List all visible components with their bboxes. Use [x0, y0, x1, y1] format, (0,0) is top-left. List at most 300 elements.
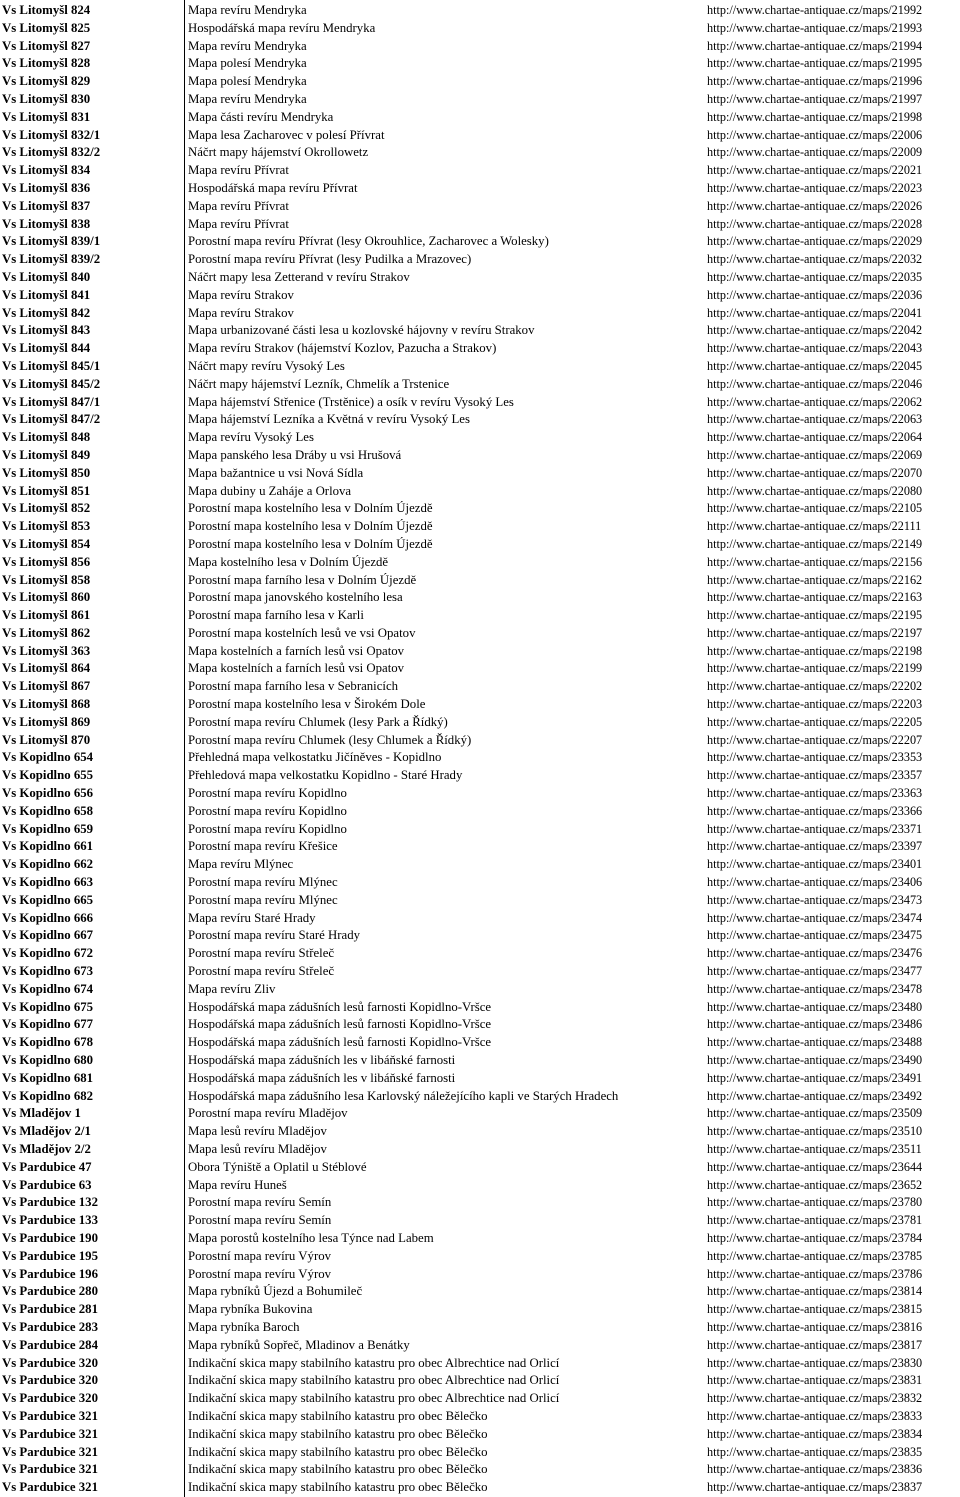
title-cell: Mapa revíru Vysoký Les — [188, 430, 314, 445]
table-row — [0, 465, 960, 483]
title-cell: Přehledová mapa velkostatku Kopidlno - Staré Hrady — [188, 768, 463, 783]
table-row — [0, 838, 960, 856]
table-row — [0, 109, 960, 127]
signature-cell: Vs Pardubice 321 — [2, 1408, 98, 1423]
table-row — [0, 767, 960, 785]
url-link[interactable]: http://www.chartae-antiquae.cz/maps/23815 — [707, 1302, 923, 1317]
signature-cell: Vs Mladějov 2/2 — [2, 1142, 91, 1156]
table-row — [0, 856, 960, 874]
title-cell: Mapa kostelních a farních lesů vsi Opatov — [188, 661, 405, 676]
signature-cell: Vs Pardubice 47 — [2, 1159, 92, 1174]
url-link[interactable]: http://www.chartae-antiquae.cz/maps/23371 — [707, 821, 923, 836]
title-cell: Mapa části revíru Mendryka — [188, 109, 334, 124]
signature-cell: Vs Litomyšl 844 — [2, 341, 91, 356]
signature-cell: Vs Kopidlno 661 — [2, 839, 94, 854]
url-link[interactable]: http://www.chartae-antiquae.cz/maps/23397 — [707, 839, 923, 854]
table-row — [0, 251, 960, 269]
url-link[interactable]: http://www.chartae-antiquae.cz/maps/23475 — [707, 928, 923, 943]
title-cell: Porostní mapa revíru Výrov — [188, 1248, 331, 1263]
table-row — [0, 536, 960, 554]
title-cell: Mapa dubiny u Zaháje a Orlova — [188, 483, 352, 498]
table-row — [0, 287, 960, 305]
table-row — [0, 518, 960, 536]
url-link[interactable]: http://www.chartae-antiquae.cz/maps/22006 — [707, 127, 923, 142]
signature-cell: Vs Pardubice 280 — [2, 1284, 98, 1299]
url-link[interactable]: http://www.chartae-antiquae.cz/maps/22205 — [707, 714, 923, 729]
table-row — [0, 1141, 960, 1159]
signature-cell: Vs Kopidlno 654 — [2, 750, 94, 765]
url-link[interactable]: http://www.chartae-antiquae.cz/maps/21996 — [707, 74, 923, 89]
table-row — [0, 394, 960, 412]
url-link[interactable]: http://www.chartae-antiquae.cz/maps/22069 — [707, 447, 923, 462]
table-row — [0, 20, 960, 38]
title-cell: Mapa lesů revíru Mladějov — [188, 1142, 327, 1156]
url-link[interactable]: http://www.chartae-antiquae.cz/maps/23644 — [707, 1159, 923, 1174]
signature-cell: Vs Pardubice 132 — [2, 1195, 98, 1210]
signature-cell: Vs Litomyšl 831 — [2, 109, 91, 124]
url-link[interactable]: http://www.chartae-antiquae.cz/maps/23401 — [707, 857, 923, 872]
url-link[interactable]: http://www.chartae-antiquae.cz/maps/22163 — [707, 590, 923, 605]
table-row — [0, 1248, 960, 1266]
url-link[interactable]: http://www.chartae-antiquae.cz/maps/23833 — [707, 1408, 923, 1423]
url-link[interactable]: http://www.chartae-antiquae.cz/maps/22199 — [707, 661, 923, 676]
title-cell: Mapa rybníků Újezd a Bohumileč — [188, 1284, 363, 1299]
table-row — [0, 358, 960, 376]
signature-cell: Vs Pardubice 195 — [2, 1248, 98, 1263]
title-cell: Indikační skica mapy stabilního katastru pro obec Albrechtice nad Orlicí — [188, 1355, 560, 1370]
signature-cell: Vs Pardubice 321 — [2, 1462, 98, 1477]
signature-cell: Vs Kopidlno 659 — [2, 821, 94, 836]
title-cell: Obora Týniště a Oplatil u Stéblové — [188, 1159, 367, 1174]
title-cell: Porostní mapa revíru Semín — [188, 1213, 332, 1228]
table-row — [0, 55, 960, 73]
table-row — [0, 144, 960, 162]
table-row — [0, 910, 960, 928]
table-row — [0, 322, 960, 340]
title-cell: Porostní mapa kostelního lesa v Dolním Újezdě — [188, 501, 433, 516]
title-cell: Hospodářská mapa zádušních lesů farnosti Kopidlno-Vršce — [188, 1035, 492, 1050]
title-cell: Náčrt mapy revíru Vysoký Les — [188, 358, 345, 373]
title-cell: Mapa rybníků Sopřeč, Mladinov a Benátky — [188, 1337, 410, 1352]
signature-cell: Vs Litomyšl 869 — [2, 714, 91, 729]
title-cell: Porostní mapa revíru Kopidlno — [188, 803, 347, 818]
title-cell: Mapa revíru Mendryka — [188, 91, 307, 106]
signature-cell: Vs Litomyšl 834 — [2, 163, 91, 178]
url-link[interactable]: http://www.chartae-antiquae.cz/maps/23474 — [707, 910, 923, 925]
title-cell: Porostní mapa revíru Přívrat (lesy Pudilka a Mrazovec) — [188, 252, 472, 267]
url-link[interactable]: http://www.chartae-antiquae.cz/maps/22162 — [707, 572, 923, 587]
signature-cell: Vs Kopidlno 656 — [2, 786, 94, 801]
title-cell: Mapa bažantnice u vsi Nová Sídla — [188, 465, 364, 480]
signature-cell: Vs Litomyšl 854 — [2, 536, 91, 551]
signature-cell: Vs Litomyšl 839/1 — [2, 234, 101, 249]
title-cell: Mapa hájemství Střenice (Trstěnice) a osík v revíru Vysoký Les — [188, 394, 514, 409]
title-cell: Náčrt mapy hájemství Okrollowetz — [188, 145, 369, 160]
url-link[interactable]: http://www.chartae-antiquae.cz/maps/23357 — [707, 768, 923, 783]
title-cell: Porostní mapa kostelního lesa v Širokém Dole — [188, 697, 426, 712]
signature-cell: Vs Litomyšl 861 — [2, 608, 91, 623]
table-row — [0, 2, 960, 20]
title-cell: Mapa revíru Strakov — [188, 305, 294, 320]
signature-cell: Vs Kopidlno 675 — [2, 999, 94, 1014]
url-link[interactable]: http://www.chartae-antiquae.cz/maps/21998 — [707, 109, 923, 124]
title-cell: Mapa polesí Mendryka — [188, 56, 307, 71]
url-link[interactable]: http://www.chartae-antiquae.cz/maps/23830 — [707, 1355, 923, 1370]
signature-cell: Vs Kopidlno 655 — [2, 768, 94, 783]
title-cell: Mapa revíru Huneš — [188, 1177, 287, 1192]
table-row — [0, 216, 960, 234]
title-cell: Hospodářská mapa revíru Mendryka — [188, 20, 376, 35]
url-link[interactable]: http://www.chartae-antiquae.cz/maps/22032 — [707, 252, 923, 267]
url-link[interactable]: http://www.chartae-antiquae.cz/maps/22080 — [707, 483, 923, 498]
title-cell: Porostní mapa revíru Střeleč — [188, 964, 335, 979]
url-link[interactable]: http://www.chartae-antiquae.cz/maps/23478 — [707, 981, 923, 996]
title-cell: Mapa kostelních a farních lesů vsi Opatov — [188, 643, 405, 658]
table-row — [0, 1372, 960, 1390]
url-link[interactable]: http://www.chartae-antiquae.cz/maps/23477 — [707, 964, 923, 979]
url-link[interactable]: http://www.chartae-antiquae.cz/maps/22046 — [707, 376, 923, 391]
url-link[interactable]: http://www.chartae-antiquae.cz/maps/22198 — [707, 643, 923, 658]
url-link[interactable]: http://www.chartae-antiquae.cz/maps/23490 — [707, 1053, 923, 1068]
url-link[interactable]: http://www.chartae-antiquae.cz/maps/23473 — [707, 892, 923, 907]
url-link[interactable]: http://www.chartae-antiquae.cz/maps/22195 — [707, 608, 923, 623]
table-row — [0, 340, 960, 358]
title-cell: Mapa kostelního lesa v Dolním Újezdě — [188, 554, 389, 569]
url-link[interactable]: http://www.chartae-antiquae.cz/maps/23785 — [707, 1248, 923, 1263]
title-cell: Indikační skica mapy stabilního katastru pro obec Albrechtice nad Orlicí — [188, 1391, 560, 1406]
signature-cell: Vs Kopidlno 658 — [2, 803, 94, 818]
title-cell: Mapa revíru Mendryka — [188, 38, 307, 53]
title-cell: Mapa porostů kostelního lesa Týnce nad Labem — [188, 1230, 434, 1245]
signature-cell: Vs Mladějov 2/1 — [2, 1124, 91, 1139]
signature-cell: Vs Kopidlno 663 — [2, 875, 94, 890]
table-row — [0, 927, 960, 945]
table-row — [0, 1479, 960, 1497]
table-row — [0, 607, 960, 625]
title-cell: Mapa revíru Staré Hrady — [188, 910, 316, 925]
url-link[interactable]: http://www.chartae-antiquae.cz/maps/22149 — [707, 536, 923, 551]
title-cell: Hospodářská mapa zádušních lesů farnosti Kopidlno-Vršce — [188, 999, 492, 1014]
signature-cell: Vs Litomyšl 843 — [2, 323, 91, 338]
signature-cell: Vs Pardubice 284 — [2, 1337, 98, 1352]
url-link[interactable]: http://www.chartae-antiquae.cz/maps/21994 — [707, 38, 923, 53]
signature-cell: Vs Kopidlno 667 — [2, 928, 94, 943]
title-cell: Porostní mapa revíru Semín — [188, 1195, 332, 1210]
signature-cell: Vs Pardubice 196 — [2, 1266, 98, 1281]
signature-cell: Vs Kopidlno 673 — [2, 964, 94, 979]
signature-cell: Vs Litomyšl 850 — [2, 465, 91, 480]
title-cell: Porostní mapa kostelního lesa v Dolním Újezdě — [188, 536, 433, 551]
title-cell: Porostní mapa revíru Kopidlno — [188, 786, 347, 801]
table-row — [0, 981, 960, 999]
table-row — [0, 1266, 960, 1284]
table-row — [0, 1283, 960, 1301]
table-row — [0, 589, 960, 607]
title-cell: Porostní mapa farního lesa v Dolním Újezdě — [188, 572, 417, 587]
table-row — [0, 411, 960, 429]
signature-cell: Vs Litomyšl 842 — [2, 305, 91, 320]
signature-cell: Vs Litomyšl 830 — [2, 91, 91, 106]
url-link[interactable]: http://www.chartae-antiquae.cz/maps/23363 — [707, 786, 923, 801]
url-link[interactable]: http://www.chartae-antiquae.cz/maps/22045 — [707, 358, 923, 373]
table-row — [0, 1016, 960, 1034]
url-link[interactable]: http://www.chartae-antiquae.cz/maps/23480 — [707, 999, 923, 1014]
url-link[interactable]: http://www.chartae-antiquae.cz/maps/23510 — [707, 1124, 923, 1139]
signature-cell: Vs Kopidlno 674 — [2, 981, 94, 996]
table-row — [0, 1230, 960, 1248]
signature-cell: Vs Litomyšl 832/2 — [2, 145, 101, 160]
url-link[interactable]: http://www.chartae-antiquae.cz/maps/22043 — [707, 341, 923, 356]
url-link[interactable]: http://www.chartae-antiquae.cz/maps/23816 — [707, 1319, 923, 1334]
signature-cell: Vs Mladějov 1 — [2, 1106, 81, 1121]
title-cell: Indikační skica mapy stabilního katastru pro obec Bělečko — [188, 1480, 488, 1495]
title-cell: Mapa revíru Přívrat — [188, 216, 289, 231]
table-row — [0, 892, 960, 910]
table-row — [0, 73, 960, 91]
table-row — [0, 678, 960, 696]
table-row — [0, 963, 960, 981]
url-link[interactable]: http://www.chartae-antiquae.cz/maps/22042 — [707, 323, 923, 338]
url-link[interactable]: http://www.chartae-antiquae.cz/maps/23511 — [707, 1142, 922, 1156]
table-row — [0, 714, 960, 732]
title-cell: Porostní mapa revíru Mlýnec — [188, 875, 338, 890]
title-cell: Porostní mapa revíru Mladějov — [188, 1106, 348, 1121]
url-link[interactable]: http://www.chartae-antiquae.cz/maps/22070 — [707, 465, 923, 480]
url-link[interactable]: http://www.chartae-antiquae.cz/maps/22202 — [707, 679, 923, 694]
url-link[interactable]: http://www.chartae-antiquae.cz/maps/22111 — [707, 519, 922, 534]
table-row — [0, 1052, 960, 1070]
signature-cell: Vs Litomyšl 832/1 — [2, 127, 101, 142]
signature-cell: Vs Kopidlno 678 — [2, 1035, 94, 1050]
table-row — [0, 572, 960, 590]
table-row — [0, 38, 960, 56]
table-row — [0, 198, 960, 216]
url-link[interactable]: http://www.chartae-antiquae.cz/maps/22064 — [707, 430, 923, 445]
title-cell: Hospodářská mapa zádušního lesa Karlovský náležejícího kapli ve Starých Hradech — [188, 1088, 619, 1103]
url-link[interactable]: http://www.chartae-antiquae.cz/maps/22023 — [707, 180, 923, 195]
title-cell: Mapa revíru Mlýnec — [188, 857, 294, 872]
signature-cell: Vs Litomyšl 870 — [2, 732, 91, 747]
url-link[interactable]: http://www.chartae-antiquae.cz/maps/23836 — [707, 1462, 923, 1477]
signature-cell: Vs Kopidlno 672 — [2, 946, 94, 961]
signature-cell: Vs Litomyšl 847/1 — [2, 394, 101, 409]
title-cell: Porostní mapa revíru Výrov — [188, 1266, 331, 1281]
url-link[interactable]: http://www.chartae-antiquae.cz/maps/23476 — [707, 946, 923, 961]
title-cell: Porostní mapa kostelního lesa v Dolním Újezdě — [188, 519, 433, 534]
signature-cell: Vs Litomyšl 858 — [2, 572, 91, 587]
url-link[interactable]: http://www.chartae-antiquae.cz/maps/22026 — [707, 198, 923, 213]
table-row — [0, 1408, 960, 1426]
signature-cell: Vs Litomyšl 856 — [2, 554, 91, 569]
url-link[interactable]: http://www.chartae-antiquae.cz/maps/22197 — [707, 625, 923, 640]
table-row — [0, 1034, 960, 1052]
table-row — [0, 233, 960, 251]
url-link[interactable]: http://www.chartae-antiquae.cz/maps/21995 — [707, 56, 923, 71]
title-cell: Mapa revíru Strakov — [188, 287, 294, 302]
signature-cell: Vs Litomyšl 840 — [2, 269, 91, 284]
title-cell: Mapa rybníka Baroch — [188, 1319, 300, 1334]
signature-cell: Vs Litomyšl 852 — [2, 501, 91, 516]
table-row — [0, 1319, 960, 1337]
table-row — [0, 660, 960, 678]
url-link[interactable]: http://www.chartae-antiquae.cz/maps/23781 — [707, 1213, 923, 1228]
signature-cell: Vs Litomyšl 851 — [2, 483, 91, 498]
table-row — [0, 625, 960, 643]
url-link[interactable]: http://www.chartae-antiquae.cz/maps/23366 — [707, 803, 923, 818]
title-cell: Mapa panského lesa Dráby u vsi Hrušová — [188, 447, 402, 462]
url-link[interactable]: http://www.chartae-antiquae.cz/maps/23817 — [707, 1337, 923, 1352]
title-cell: Indikační skica mapy stabilního katastru pro obec Bělečko — [188, 1444, 488, 1459]
signature-cell: Vs Litomyšl 825 — [2, 20, 91, 35]
url-link[interactable]: http://www.chartae-antiquae.cz/maps/23835 — [707, 1444, 923, 1459]
table-row — [0, 305, 960, 323]
url-link[interactable]: http://www.chartae-antiquae.cz/maps/22063 — [707, 412, 923, 427]
title-cell: Náčrt mapy lesa Zetterand v revíru Strakov — [188, 269, 410, 284]
signature-cell: Vs Pardubice 63 — [2, 1177, 92, 1192]
table-row — [0, 1088, 960, 1106]
url-link[interactable]: http://www.chartae-antiquae.cz/maps/23834 — [707, 1426, 923, 1441]
table-row — [0, 269, 960, 287]
signature-cell: Vs Litomyšl 828 — [2, 56, 91, 71]
url-link[interactable]: http://www.chartae-antiquae.cz/maps/23784 — [707, 1230, 923, 1245]
url-link[interactable]: http://www.chartae-antiquae.cz/maps/23832 — [707, 1391, 923, 1406]
signature-cell: Vs Pardubice 320 — [2, 1391, 98, 1406]
signature-cell: Vs Kopidlno 665 — [2, 892, 94, 907]
title-cell: Porostní mapa janovského kostelního lesa — [188, 590, 403, 605]
url-link[interactable]: http://www.chartae-antiquae.cz/maps/22203 — [707, 697, 923, 712]
url-link[interactable]: http://www.chartae-antiquae.cz/maps/21992 — [707, 3, 923, 17]
title-cell: Porostní mapa revíru Mlýnec — [188, 892, 338, 907]
url-link[interactable]: http://www.chartae-antiquae.cz/maps/23837 — [707, 1480, 923, 1495]
title-cell: Hospodářská mapa zádušních les v libáňské farnosti — [188, 1070, 456, 1085]
title-cell: Porostní mapa revíru Chlumek (lesy Chlumek a Řídký) — [188, 732, 472, 747]
title-cell: Mapa revíru Mendryka — [188, 3, 307, 17]
title-cell: Mapa lesů revíru Mladějov — [188, 1124, 327, 1139]
table-row — [0, 785, 960, 803]
title-cell: Indikační skica mapy stabilního katastru pro obec Bělečko — [188, 1462, 488, 1477]
signature-cell: Vs Kopidlno 677 — [2, 1017, 94, 1032]
table-row — [0, 127, 960, 145]
signature-cell: Vs Kopidlno 680 — [2, 1053, 94, 1068]
signature-cell: Vs Litomyšl 849 — [2, 447, 91, 462]
title-cell: Mapa rybníka Bukovina — [188, 1302, 313, 1317]
signature-cell: Vs Litomyšl 824 — [2, 3, 91, 17]
url-link[interactable]: http://www.chartae-antiquae.cz/maps/22009 — [707, 145, 923, 160]
signature-cell: Vs Litomyšl 827 — [2, 38, 91, 53]
url-link[interactable]: http://www.chartae-antiquae.cz/maps/22028 — [707, 216, 923, 231]
url-link[interactable]: http://www.chartae-antiquae.cz/maps/23652 — [707, 1177, 923, 1192]
title-cell: Porostní mapa revíru Přívrat (lesy Okrouhlice, Zacharovec a Wolesky) — [188, 234, 549, 249]
title-cell: Porostní mapa farního lesa v Karli — [188, 608, 364, 623]
signature-cell: Vs Pardubice 281 — [2, 1302, 98, 1317]
url-link[interactable]: http://www.chartae-antiquae.cz/maps/22029 — [707, 234, 923, 249]
url-link[interactable]: http://www.chartae-antiquae.cz/maps/23406 — [707, 875, 923, 890]
url-link[interactable]: http://www.chartae-antiquae.cz/maps/22062 — [707, 394, 923, 409]
signature-cell: Vs Litomyšl 841 — [2, 287, 91, 302]
table-row — [0, 1337, 960, 1355]
title-cell: Indikační skica mapy stabilního katastru pro obec Bělečko — [188, 1426, 488, 1441]
signature-cell: Vs Kopidlno 682 — [2, 1088, 94, 1103]
url-link[interactable]: http://www.chartae-antiquae.cz/maps/23486 — [707, 1017, 923, 1032]
table-row — [0, 1159, 960, 1177]
title-cell: Mapa revíru Zliv — [188, 981, 276, 996]
signature-cell: Vs Litomyšl 867 — [2, 679, 91, 694]
signature-cell: Vs Pardubice 283 — [2, 1319, 98, 1334]
title-cell: Porostní mapa revíru Chlumek (lesy Park a Řídký) — [188, 714, 448, 729]
signature-cell: Vs Litomyšl 847/2 — [2, 412, 101, 427]
table-row — [0, 429, 960, 447]
url-link[interactable]: http://www.chartae-antiquae.cz/maps/22036 — [707, 287, 923, 302]
url-link[interactable]: http://www.chartae-antiquae.cz/maps/23488 — [707, 1035, 923, 1050]
url-link[interactable]: http://www.chartae-antiquae.cz/maps/23509 — [707, 1106, 923, 1121]
url-link[interactable]: http://www.chartae-antiquae.cz/maps/22021 — [707, 163, 923, 178]
signature-cell: Vs Litomyšl 837 — [2, 198, 91, 213]
url-link[interactable]: http://www.chartae-antiquae.cz/maps/21997 — [707, 91, 923, 106]
signature-cell: Vs Litomyšl 836 — [2, 180, 91, 195]
title-cell: Hospodářská mapa revíru Přívrat — [188, 180, 358, 195]
signature-cell: Vs Litomyšl 868 — [2, 697, 91, 712]
url-link[interactable]: http://www.chartae-antiquae.cz/maps/22156 — [707, 554, 923, 569]
url-link[interactable]: http://www.chartae-antiquae.cz/maps/21993 — [707, 20, 923, 35]
table-row — [0, 696, 960, 714]
signature-cell: Vs Pardubice 321 — [2, 1444, 98, 1459]
title-cell: Indikační skica mapy stabilního katastru pro obec Albrechtice nad Orlicí — [188, 1373, 560, 1388]
url-link[interactable]: http://www.chartae-antiquae.cz/maps/22207 — [707, 732, 923, 747]
url-link[interactable]: http://www.chartae-antiquae.cz/maps/23353 — [707, 750, 923, 765]
table-row — [0, 945, 960, 963]
table-row — [0, 483, 960, 501]
table-row — [0, 1444, 960, 1462]
url-link[interactable]: http://www.chartae-antiquae.cz/maps/23492 — [707, 1088, 923, 1103]
signature-cell: Vs Litomyšl 845/1 — [2, 358, 101, 373]
signature-cell: Vs Kopidlno 666 — [2, 910, 94, 925]
table-row — [0, 1212, 960, 1230]
signature-cell: Vs Litomyšl 845/2 — [2, 376, 101, 391]
signature-cell: Vs Litomyšl 860 — [2, 590, 91, 605]
url-link[interactable]: http://www.chartae-antiquae.cz/maps/23780 — [707, 1195, 923, 1210]
title-cell: Indikační skica mapy stabilního katastru pro obec Bělečko — [188, 1408, 488, 1423]
url-link[interactable]: http://www.chartae-antiquae.cz/maps/23786 — [707, 1266, 923, 1281]
table-row — [0, 643, 960, 661]
table-row — [0, 1390, 960, 1408]
table-row — [0, 732, 960, 750]
url-link[interactable]: http://www.chartae-antiquae.cz/maps/22035 — [707, 269, 923, 284]
table-row — [0, 376, 960, 394]
map-list-table — [0, 2, 960, 1497]
signature-cell: Vs Litomyšl 864 — [2, 661, 91, 676]
signature-cell: Vs Litomyšl 848 — [2, 430, 91, 445]
signature-cell: Vs Pardubice 190 — [2, 1230, 98, 1245]
table-row — [0, 821, 960, 839]
signature-cell: Vs Pardubice 321 — [2, 1426, 98, 1441]
title-cell: Mapa lesa Zacharovec v polesí Přívrat — [188, 127, 385, 142]
signature-cell: Vs Kopidlno 681 — [2, 1070, 94, 1085]
signature-cell: Vs Litomyšl 862 — [2, 625, 91, 640]
table-row — [0, 803, 960, 821]
url-link[interactable]: http://www.chartae-antiquae.cz/maps/23491 — [707, 1070, 923, 1085]
signature-cell: Vs Kopidlno 662 — [2, 857, 94, 872]
table-row — [0, 180, 960, 198]
table-row — [0, 874, 960, 892]
title-cell: Porostní mapa kostelních lesů ve vsi Opatov — [188, 625, 416, 640]
title-cell: Mapa polesí Mendryka — [188, 74, 307, 89]
url-link[interactable]: http://www.chartae-antiquae.cz/maps/23831 — [707, 1373, 923, 1388]
table-row — [0, 162, 960, 180]
title-cell: Mapa hájemství Lezníka a Květná v revíru Vysoký Les — [188, 412, 470, 427]
url-link[interactable]: http://www.chartae-antiquae.cz/maps/22105 — [707, 501, 923, 516]
url-link[interactable]: http://www.chartae-antiquae.cz/maps/23814 — [707, 1284, 923, 1299]
url-link[interactable]: http://www.chartae-antiquae.cz/maps/22041 — [707, 305, 923, 320]
